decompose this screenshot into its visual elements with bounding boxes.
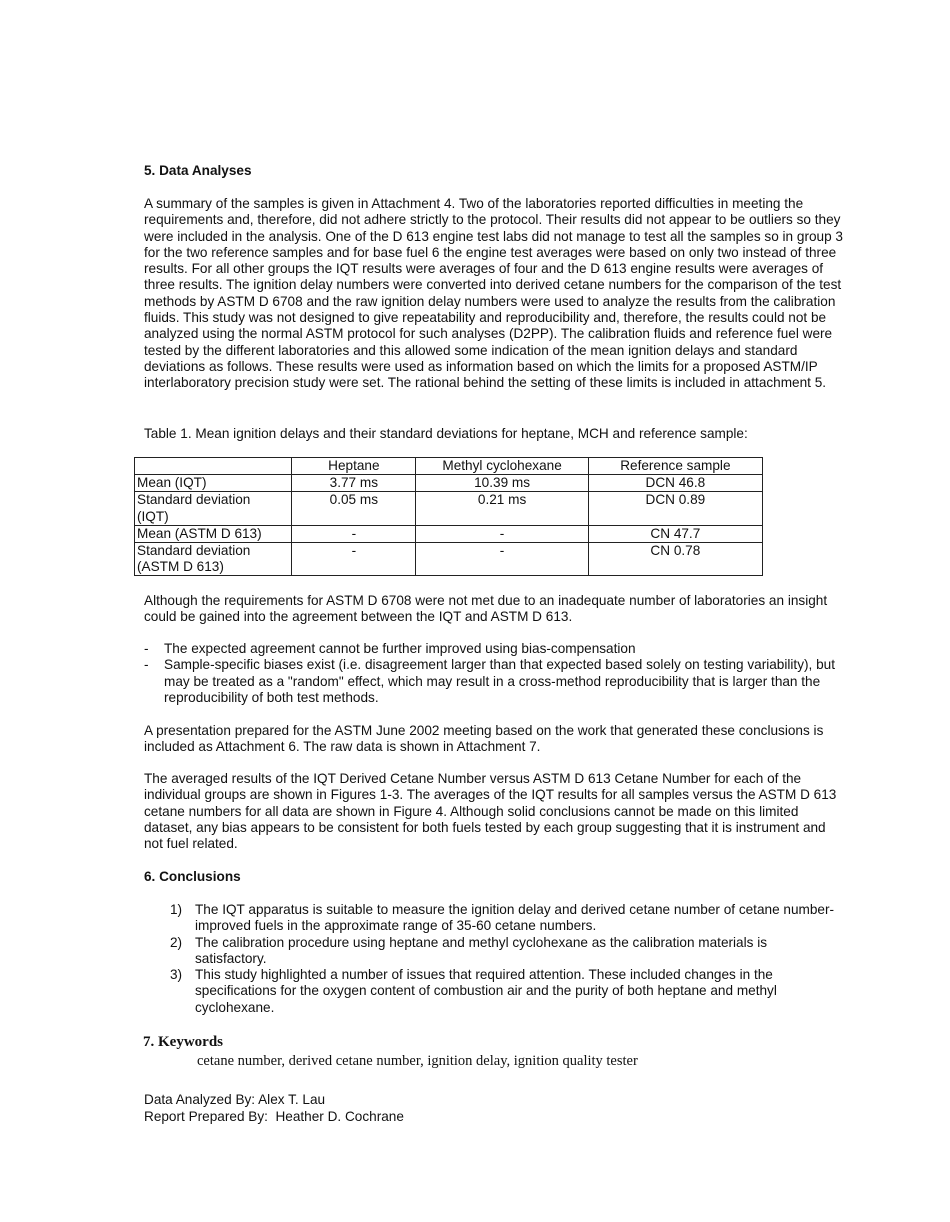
findings-list — [144, 641, 844, 706]
table-cell: Mean (ASTM D 613) — [135, 525, 292, 542]
table-cell: - — [416, 543, 588, 576]
table-cell: Mean (IQT) — [135, 475, 292, 492]
table-cell: - — [416, 525, 588, 542]
table-row — [135, 475, 763, 492]
table-header-row — [135, 458, 763, 475]
list-item-text: The IQT apparatus is suitable to measure the ignition delay and derived cetane number of cetane number-improved fuels in the approximate range of 35-60 cetane numbers. — [195, 902, 835, 934]
table-cell: - — [292, 525, 416, 542]
table-header-cell: Reference sample — [588, 458, 762, 475]
list-number: 1) — [170, 902, 183, 917]
table-cell: 3.77 ms — [292, 475, 416, 492]
list-item-text: This study highlighted a number of issues that required attention. These included changes in the specifications for the oxygen content of combustion air and the purity of both heptane and methyl cyclohexane. — [195, 967, 777, 1015]
bullet-dash: - — [144, 657, 149, 673]
bullet-dash: - — [144, 641, 149, 656]
presentation-paragraph: A presentation prepared for the ASTM June 2002 meeting based on the work that generated these conclusions is included as Attachment 6. The raw data is shown in Attachment 7. — [144, 723, 824, 755]
list-item-text: Sample-specific biases exist (i.e. disagreement larger than that expected based solely on testing variability), but may be treated as a "random" effect, which may result in a cross-method reproducibility that is larger than the reproducibility of both test methods. — [164, 657, 835, 705]
table-cell: 0.21 ms — [416, 492, 588, 525]
table-cell: CN 47.7 — [588, 525, 762, 542]
section-7-heading: 7. Keywords — [143, 1034, 223, 1050]
table-header-cell — [135, 458, 292, 475]
table-cell: DCN 46.8 — [588, 475, 762, 492]
table-cell: DCN 0.89 — [588, 492, 762, 525]
table-header-cell: Methyl cyclohexane — [416, 458, 588, 475]
table-row — [135, 525, 763, 542]
prepared-by: Report Prepared By: Heather D. Cochrane — [144, 1109, 404, 1124]
list-number: 2) — [170, 934, 183, 950]
table-caption: Table 1. Mean ignition delays and their standard deviations for heptane, MCH and reference sample: — [144, 426, 748, 441]
table-cell: 0.05 ms — [292, 492, 416, 525]
section-5-heading: 5. Data Analyses — [144, 163, 252, 178]
averaged-results-paragraph: The averaged results of the IQT Derived Cetane Number versus ASTM D 613 Cetane Number for each of the individual groups are shown in Figures 1-3. The averages of the IQT results for all samples versus the ASTM D 613 cetane numbers for all data are shown in Figure 4. Although solid conclusions cannot be made on this limited dataset, any bias appears to be consistent for both fuels tested by each group suggesting that it is instrument and not fuel related. — [144, 771, 837, 852]
table-cell: - — [292, 543, 416, 576]
table-cell: Standard deviation (ASTM D 613) — [135, 543, 292, 576]
keywords-text: cetane number, derived cetane number, ignition delay, ignition quality tester — [197, 1053, 638, 1069]
results-table — [134, 457, 763, 576]
analyzed-by: Data Analyzed By: Alex T. Lau — [144, 1092, 326, 1107]
list-item — [144, 657, 844, 706]
list-number: 3) — [170, 967, 183, 983]
conclusions-list — [170, 902, 840, 1016]
table-row — [135, 492, 763, 525]
list-item — [170, 967, 840, 1016]
table-cell: CN 0.78 — [588, 543, 762, 576]
table-header-cell: Heptane — [292, 458, 416, 475]
table-cell: 10.39 ms — [416, 475, 588, 492]
data-analyses-paragraph: A summary of the samples is given in Attachment 4. Two of the laboratories reported difficulties in meeting the requirements and, therefore, did not adhere strictly to the protocol. Their results did not appear to be outliers so they were included in the analysis. One of the D 613 engine test labs did not manage to test all the samples so in group 3 for the two reference samples and for base fuel 6 the engine test averages were based on only two instead of three results. For all other groups the IQT results were averages of four and the D 613 engine results were averages of three results. The ignition delay numbers were converted into derived cetane numbers for the comparison of the test methods by ASTM D 6708 and the raw ignition delay numbers were used to analyze the results from the calibration fluids. This study was not designed to give repeatability and reproducibility and, therefore, the results could not be analyzed using the normal ASTM protocol for such analyses (D2PP). The calibration fluids and reference fuel were tested by the different laboratories and this allowed some indication of the mean ignition delays and standard deviations as follows. These results were used as information based on which the limits for a proposed ASTM/IP interlaboratory precision study were set. The rational behind the setting of these limits is included in attachment 5. — [144, 196, 843, 391]
requirements-paragraph: Although the requirements for ASTM D 6708 were not met due to an inadequate number of laboratories an insight could be gained into the agreement between the IQT and ASTM D 613. — [144, 593, 828, 625]
table-row — [135, 543, 763, 576]
list-item-text: The expected agreement cannot be further improved using bias-compensation — [164, 641, 636, 656]
list-item — [144, 641, 844, 657]
list-item-text: The calibration procedure using heptane and methyl cyclohexane as the calibration materials is satisfactory. — [195, 934, 768, 966]
table-cell: Standard deviation (IQT) — [135, 492, 292, 525]
list-item — [170, 935, 840, 968]
list-item — [170, 902, 840, 935]
section-6-heading: 6. Conclusions — [144, 869, 241, 884]
